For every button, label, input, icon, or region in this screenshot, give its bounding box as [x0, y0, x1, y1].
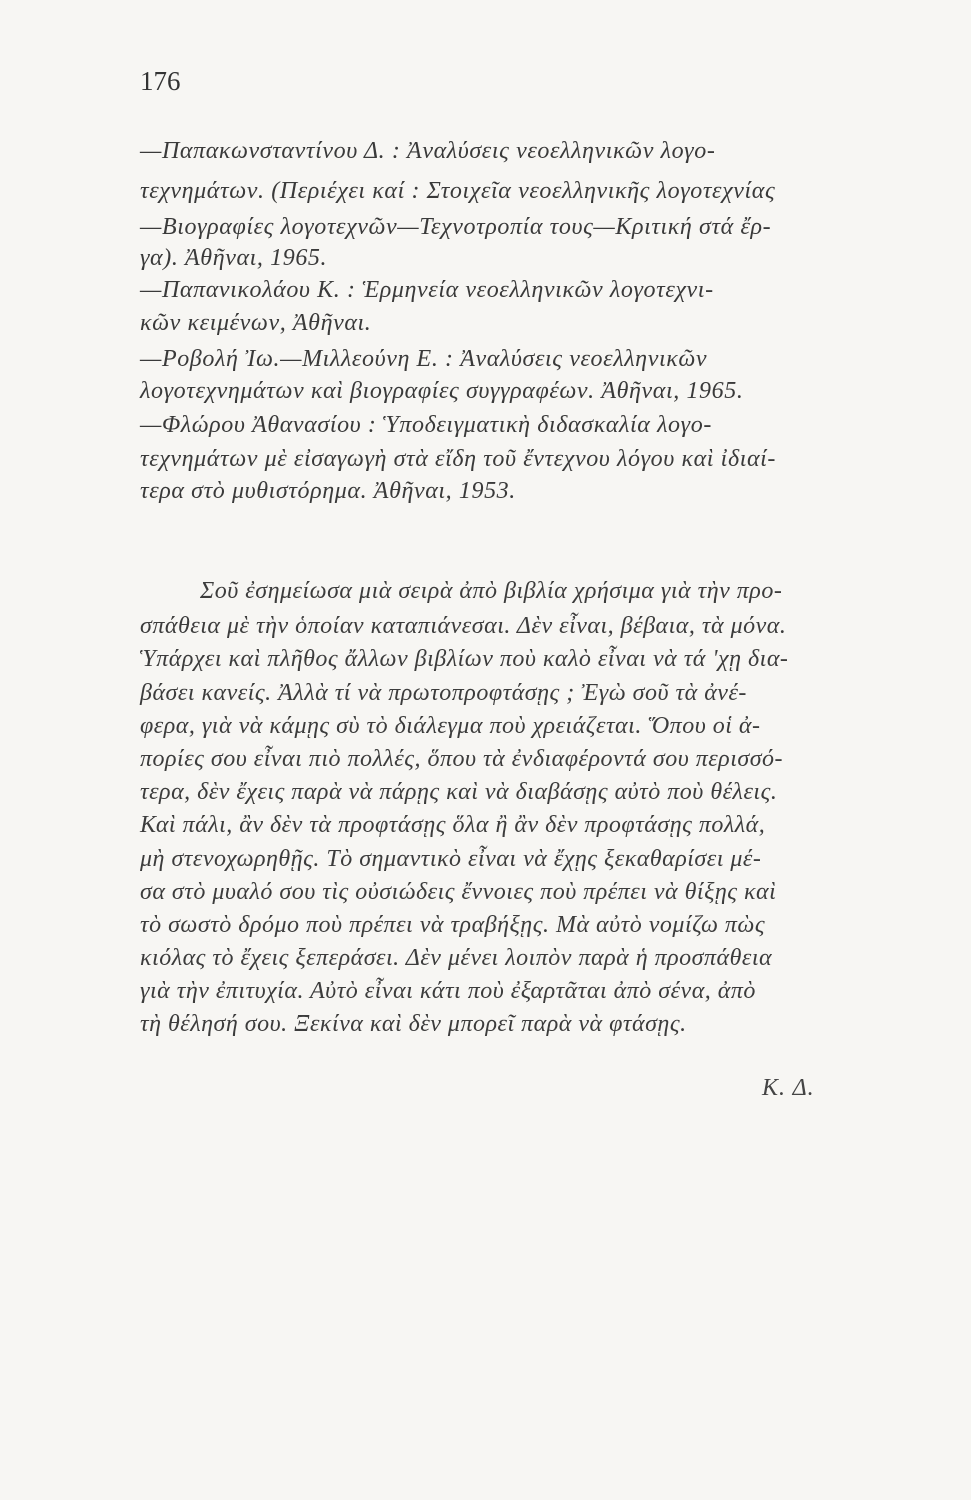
bib-line: —Ροβολή Ἰω.—Μιλλεούνη Ε. : Ἀναλύσεις νεοελληνικῶν — [140, 346, 708, 372]
paragraph-line: μὴ στενοχωρηθῇς. Τὸ σημαντικὸ εἶναι νὰ ἔχῃς ξεκαθαρίσει μέ- — [140, 846, 762, 872]
bib-line: λογοτεχνημάτων καὶ βιογραφίες συγγραφέων. Ἀθῆναι, 1965. — [140, 378, 744, 404]
paragraph-line: βάσει κανείς. Ἀλλὰ τί νὰ πρωτοπροφτάσῃς ; Ἐγὼ σοῦ τὰ ἀνέ- — [140, 680, 747, 706]
paragraph-line: τερα, δὲν ἔχεις παρὰ νὰ πάρῃς καὶ νὰ διαβάσῃς αὐτὸ ποὺ θέλεις. — [140, 779, 778, 805]
page-number: 176 — [140, 66, 181, 96]
paragraph-line: Σοῦ ἐσημείωσα μιὰ σειρὰ ἀπὸ βιβλία χρήσιμα γιὰ τὴν προ- — [200, 578, 783, 604]
bib-line: κῶν κειμένων, Ἀθῆναι. — [140, 310, 372, 336]
paragraph-line: τὴ θέλησή σου. Ξεκίνα καὶ δὲν μπορεῖ παρὰ νὰ φτάσῃς. — [140, 1011, 687, 1037]
bib-line: τεχνημάτων μὲ εἰσαγωγὴ στὰ εἴδη τοῦ ἔντεχνου λόγου καὶ ἰδιαί- — [140, 446, 777, 472]
bib-line: —Παπανικολάου Κ. : Ἑρμηνεία νεοελληνικῶν λογοτεχνι- — [140, 277, 714, 303]
paragraph-line: τὸ σωστὸ δρόμο ποὺ πρέπει νὰ τραβήξῃς. Μὰ αὐτὸ νομίζω πὼς — [140, 912, 766, 938]
bib-line: —Βιογραφίες λογοτεχνῶν—Τεχνοτροπία τους—Κριτική στά ἔρ- — [140, 214, 772, 240]
paragraph-line: πορίες σου εἶναι πιὸ πολλές, ὅπου τὰ ἐνδιαφέροντά σου περισσό- — [140, 746, 784, 772]
paragraph-line: σπάθεια μὲ τὴν ὁποίαν καταπιάνεσαι. Δὲν εἶναι, βέβαια, τὰ μόνα. — [140, 613, 787, 639]
bib-line: —Φλώρου Ἀθανασίου : Ὑποδειγματικὴ διδασκαλία λογο- — [140, 412, 712, 438]
paragraph-line: γιὰ τὴν ἐπιτυχία. Αὐτὸ εἶναι κάτι ποὺ ἐξαρτᾶται ἀπὸ σένα, ἀπὸ — [140, 978, 756, 1004]
author-signature: Κ. Δ. — [762, 1075, 815, 1101]
bib-line: —Παπακωνσταντίνου Δ. : Ἀναλύσεις νεοελληνικῶν λογο- — [140, 138, 716, 164]
bib-line: τεχνημάτων. (Περιέχει καί : Στοιχεῖα νεοελληνικῆς λογοτεχνίας — [140, 178, 776, 204]
bib-line: τερα στὸ μυθιστόρημα. Ἀθῆναι, 1953. — [140, 478, 516, 504]
paragraph-line: κιόλας τὸ ἔχεις ξεπεράσει. Δὲν μένει λοιπὸν παρὰ ἡ προσπάθεια — [140, 945, 773, 971]
bib-line: γα). Ἀθῆναι, 1965. — [140, 245, 328, 271]
paragraph-line: σα στὸ μυαλό σου τὶς οὐσιώδεις ἔννοιες ποὺ πρέπει νὰ θίξῃς καὶ — [140, 879, 777, 905]
paragraph-line: Καὶ πάλι, ἂν δὲν τὰ προφτάσῃς ὅλα ἢ ἂν δὲν προφτάσῃς πολλά, — [140, 812, 766, 838]
paragraph-line: Ὑπάρχει καὶ πλῆθος ἄλλων βιβλίων ποὺ καλὸ εἶναι νὰ τά 'χῃ δια- — [140, 646, 789, 672]
paragraph-line: φερα, γιὰ νὰ κάμῃς σὺ τὸ διάλεγμα ποὺ χρειάζεται. Ὅπου οἱ ἀ- — [140, 713, 761, 739]
